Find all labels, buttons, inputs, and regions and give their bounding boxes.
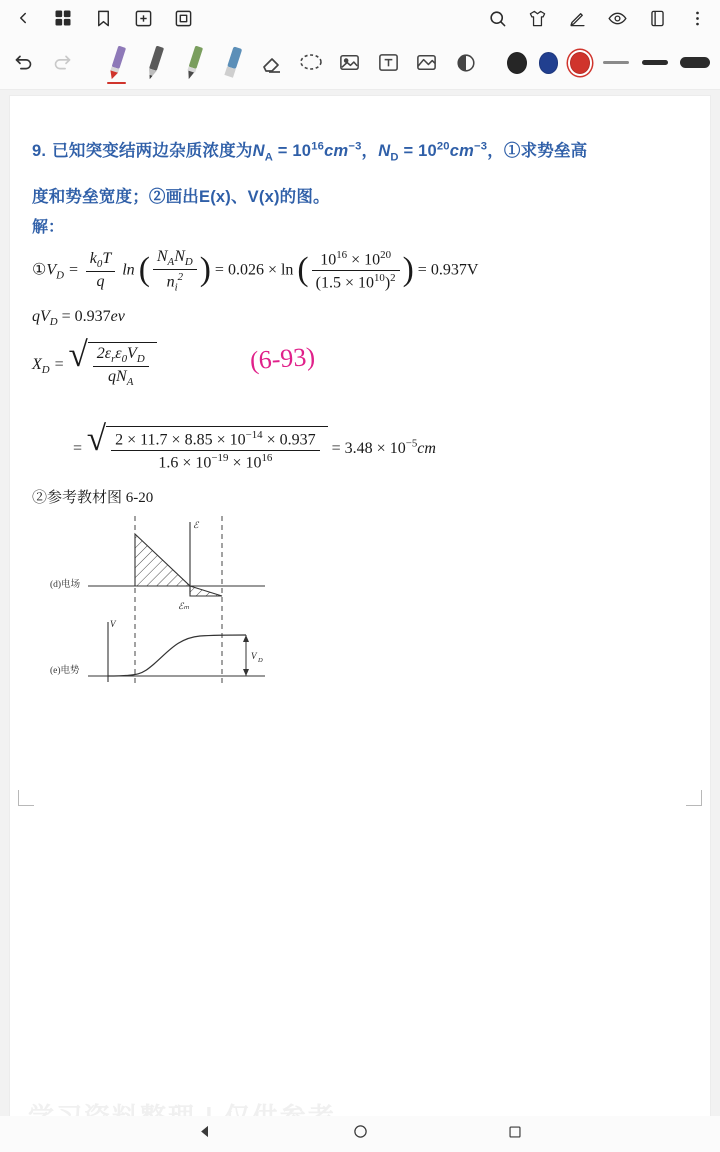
system-navigation-bar (0, 1116, 720, 1152)
shape-tool[interactable] (414, 44, 441, 82)
reference-text: ②参考教材图 6-20 (32, 490, 154, 506)
svg-text:ℰ: ℰ (193, 520, 199, 530)
equation-xd: $X_D$ = √ $\frac{2\varepsilon_r\varepsilon_0V_D}{qN_A}$ (32, 342, 157, 388)
text-box-tool[interactable] (375, 44, 402, 82)
question-text (32, 126, 692, 217)
insert-image-tool[interactable] (336, 44, 363, 82)
drawing-toolbar (0, 36, 720, 90)
solution-label: 解： (32, 219, 65, 236)
question-line1: 已知突变结两边杂质浓度为$N_A = 10^{16}cm^{-3}$，$N_D = 10^{20}cm^{-3}$，①求势垒高 (52, 140, 588, 163)
crop-icon[interactable] (172, 7, 194, 29)
pencil-tool[interactable] (142, 44, 169, 82)
grid-view-icon[interactable] (52, 7, 74, 29)
highlighter-tool[interactable] (220, 44, 247, 82)
figure-label-e: (e)电势 (50, 666, 80, 676)
color-red-swatch[interactable] (570, 52, 590, 74)
back-icon[interactable] (12, 7, 34, 29)
question-line2: 度和势垒宽度；②画出E(x)、V(x)的图。 (32, 187, 330, 206)
eye-icon[interactable] (606, 7, 628, 29)
question-number: 9. (32, 141, 47, 160)
note-page[interactable] (10, 96, 710, 1136)
nav-recents-button[interactable] (508, 1125, 522, 1144)
page-content (10, 96, 710, 1136)
bookmark-icon[interactable] (92, 7, 114, 29)
equation-vd: $①V_D$ = $\frac{k_0T}{q}$ ln ( $\frac{N_AN_D}{n_i^2}$ ) = 0.026 × ln ( $\frac{10^{16} \times 10^{20}}{(1.5 \times 10^{10})^2}$ ) = 0.937V (32, 248, 479, 294)
svg-text:ℰₘ: ℰₘ (178, 601, 190, 611)
svg-text:V: V (110, 619, 116, 629)
svg-text:D: D (258, 657, 263, 664)
equation-qvd: $qV_D = 0.937ev$ (32, 308, 125, 329)
search-icon[interactable] (486, 7, 508, 29)
color-blue-swatch[interactable] (539, 52, 559, 74)
equation-xd-value: = √ $\frac{2 \times 11.7 \times 8.85 \times 10^{-14} \times 0.937}{1.6 \times 10^{-19} \times 10^{16}}$ = $3.48 \times 10^{-5}cm$ (72, 419, 436, 472)
pen-settings-icon[interactable] (566, 7, 588, 29)
redo-button[interactable] (49, 44, 76, 82)
note-canvas[interactable] (0, 90, 720, 1152)
top-bar-right-group (486, 7, 708, 29)
color-black-swatch[interactable] (507, 52, 527, 74)
more-options-icon[interactable] (686, 7, 708, 29)
undo-button[interactable] (10, 44, 37, 82)
textbook-figure (50, 514, 300, 694)
shirt-icon[interactable] (526, 7, 548, 29)
stroke-thick-button[interactable] (680, 48, 710, 78)
lasso-select-tool[interactable] (297, 44, 324, 82)
pen-tool[interactable] (103, 44, 130, 82)
stroke-medium-button[interactable] (641, 48, 668, 78)
add-page-icon[interactable] (132, 7, 154, 29)
top-bar-left-group (12, 7, 194, 29)
eraser-tool[interactable] (258, 44, 285, 82)
stroke-thin-button[interactable] (602, 48, 629, 78)
red-annotation: (6-93) (249, 341, 316, 376)
nav-back-button[interactable] (198, 1124, 213, 1144)
opacity-tool[interactable] (452, 44, 479, 82)
nav-home-button[interactable] (353, 1124, 368, 1144)
svg-text:V: V (251, 651, 257, 661)
marker-tool[interactable] (181, 44, 208, 82)
note-icon[interactable] (646, 7, 668, 29)
top-bar (0, 0, 720, 36)
figure-label-d: (d)电场 (50, 580, 81, 590)
